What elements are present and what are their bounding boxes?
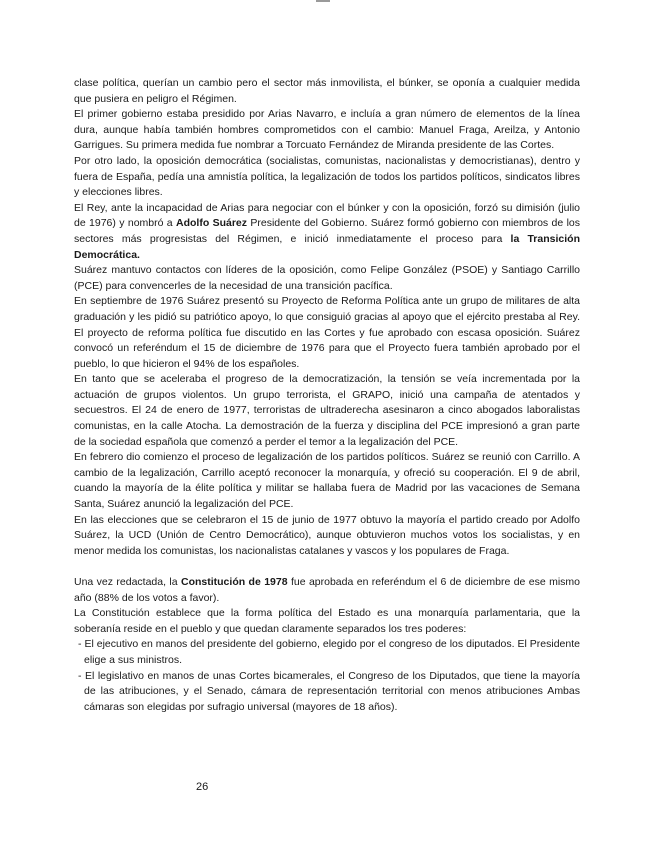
text-run: clase política, querían un cambio pero el sector más inmovilista, el búnker, se oponía a cualquier medida que pusiera en peligro el Régimen. — [74, 77, 580, 105]
text-run: Por otro lado, la oposición democrática (socialistas, comunistas, nacionalistas y democristianas), dentro y fuera de España, pedía una amnistía política, la legalización de todos los partidos políticos, sindicatos libres y elecciones libres. — [74, 154, 580, 199]
paragraph-p7 — [74, 372, 580, 450]
paragraph-p10 — [74, 575, 580, 606]
text-run: fue aprobada en referéndum el 6 de diciembre de ese mismo año (88% de los votos a favor). — [74, 576, 581, 604]
text-run: - El ejecutivo en manos del presidente del gobierno, elegido por el congreso de los diputados. El Presidente elige a sus ministros. — [78, 638, 580, 666]
bold-text: Adolfo Suárez — [176, 217, 248, 230]
paragraph-p9 — [74, 513, 580, 560]
paragraph-p8 — [74, 450, 580, 512]
paragraph-p3 — [74, 154, 580, 201]
top-edge-mark — [316, 0, 330, 2]
bold-text: la Transición Democrática. — [74, 232, 580, 261]
text-run: En septiembre de 1976 Suárez presentó su Proyecto de Reforma Política ante un grupo de militares de alta graduación y les pidió su patriótico apoyo, lo que consiguió gracias al apoyo que el ejército prestaba al Rey. El proyecto de reforma política fue discutido en las Cortes y fue aprobado con escasa oposición. Suárez convocó un referéndum el 15 de diciembre de 1976 para que el Proyecto fuera también aprobado por el pueblo, lo que hicieron el 94% de los españoles. — [74, 295, 580, 370]
paragraph-p1 — [74, 76, 580, 107]
paragraph-p4 — [74, 201, 580, 263]
text-run: - El legislativo en manos de unas Cortes bicamerales, el Congreso de los Diputados, que tiene la mayoría de las atribuciones, y el Senado, cámara de representación territorial con menos atribuciones Ambas cámaras son elegidas por sufragio universal (mayores de 18 años). — [78, 669, 580, 713]
text-run: El Rey, ante la incapacidad de Arias para negociar con el búnker y con la oposición, forzó su dimisión (julio de 1976) y nombró a — [74, 201, 580, 230]
bold-text: Constitución de 1978 — [180, 576, 288, 588]
text-run: Suárez mantuvo contactos con líderes de la oposición, como Felipe González (PSOE) y Santiago Carrillo (PCE) para convencerles de la necesidad de una transición pacífica. — [74, 264, 580, 292]
text-run: Una vez redactada, la — [74, 576, 181, 588]
paragraph-p11 — [74, 606, 580, 637]
text-run: El primer gobierno estaba presidido por Arias Navarro, e incluía a gran número de elementos de la línea dura, aunque había también hombres comprometidos con el cambio: Manuel Fraga, Areilza, y Antonio Garrigues. Su primera medida fue nombrar a Torcuato Fernández de Miranda presidente de las Cortes. — [74, 108, 580, 152]
paragraph-p2 — [74, 107, 580, 154]
text-run: En tanto que se aceleraba el progreso de la democratización, la tensión se veía incrementada por la actuación de grupos violentos. Un grupo terrorista, el GRAPO, inició una campaña de atentados y secuestros. El 24 de enero de 1977, terroristas de ultraderecha asesinaron a cinco abogados laboralistas comunistas, en la calle Atocha. La demostración de la fuerza y disciplina del PCE impresionó a gran parte de la sociedad española que comenzó a perder el temor a la legalización del PCE. — [74, 373, 580, 448]
text-run: Presidente del Gobierno. Suárez formó gobierno con miembros de los sectores más progresistas del Régimen, e inició inmediatamente el proceso para — [74, 217, 580, 245]
paragraph-p6 — [74, 294, 580, 372]
document-body — [74, 76, 580, 715]
paragraph-p12 — [74, 637, 580, 668]
text-run: En las elecciones que se celebraron el 15 de junio de 1977 obtuvo la mayoría el partido creado por Adolfo Suárez, la UCD (Unión de Centro Democrático), aunque obtuvieron muchos votos los socialistas, y en menor medida los comunistas, los nacionalistas catalanes y vascos y los populares de Fraga. — [74, 513, 580, 557]
text-run: En febrero dio comienzo el proceso de legalización de los partidos políticos. Suárez se reunió con Carrillo. A cambio de la legalización, Carrillo aceptó reconocer la monarquía, y ofreció su cooperación. El 9 de abril, cuando la mayoría de la élite política y militar se hallaba fuera de Madrid por las vacaciones de Semana Santa, Suárez anunció la legalización del PCE. — [74, 451, 580, 511]
text-run: La Constitución establece que la forma política del Estado es una monarquía parlamentaria, que la soberanía reside en el pueblo y que quedan claramente separados los tres poderes: — [74, 607, 580, 635]
page-number: 26 — [196, 781, 209, 793]
paragraph-p5 — [74, 263, 580, 294]
paragraph-p13 — [74, 669, 580, 716]
